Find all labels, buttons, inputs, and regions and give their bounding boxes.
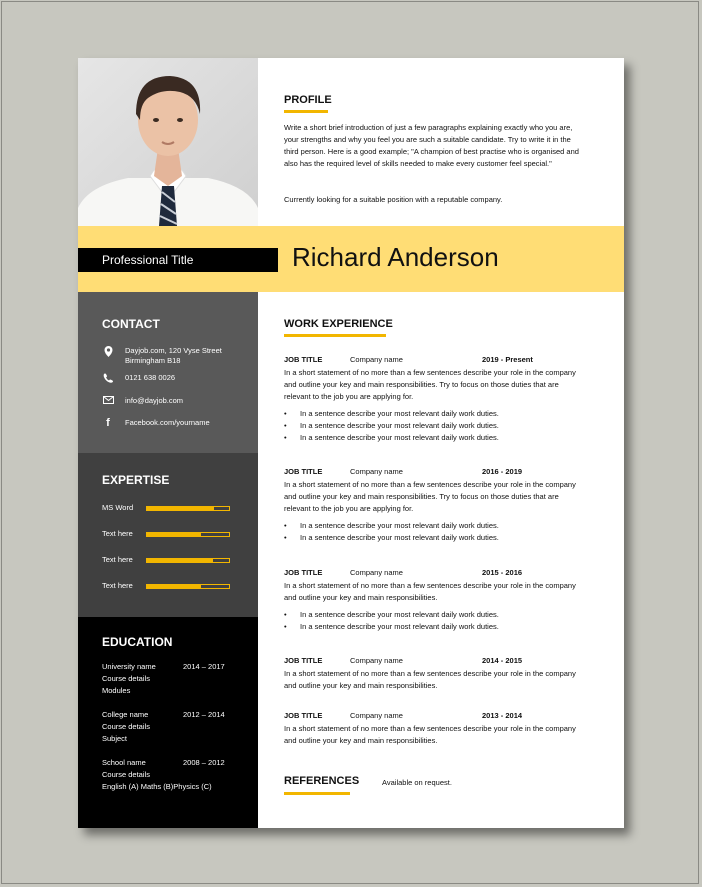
location-pin-icon [102,346,114,359]
course-extra: Modules [102,686,131,695]
skill-label: MS Word [102,503,134,512]
facebook-icon: f [106,417,110,429]
education-heading: EDUCATION [102,635,173,649]
job-duty: • In a sentence describe your most relevant daily work duties. [284,532,584,544]
education-section [78,617,258,828]
course-details: Course details [102,770,150,779]
skill-label: Text here [102,529,133,538]
company-name: Company name [350,467,403,476]
job-dates: 2014 - 2015 [482,656,523,665]
work-experience-underline [284,334,386,337]
job-duty: • In a sentence describe your most relevant daily work duties. [284,621,584,633]
candidate-name: Richard Anderson [292,242,499,272]
job-dates: 2015 - 2016 [482,568,523,577]
job-description: In a short statement of no more than a few sentences describe your role in the company and outline your key and main responsibilities. [284,669,576,690]
institution: University name [102,662,156,671]
contact-section [78,292,258,453]
profile-photo [78,58,258,226]
job-description: In a short statement of no more than a few sentences describe your role in the company and outline your key and main responsibilities. [284,724,576,745]
company-name: Company name [350,568,403,577]
skill-level-bar [146,506,230,511]
company-name: Company name [350,355,403,364]
education-years: 2008 – 2012 [183,758,225,767]
job-title: JOB TITLE [284,711,323,720]
profile-paragraph: Write a short brief introduction of just a few paragraphs explaining exactly who you are, your strengths and why you feel you are such a suitable candidate. Try to write it in the third person. Here is a good example; "A champion of best practise who is organised and also has the required level of skills needed to make every customer feel special." [284,123,579,168]
skill-level-bar [146,558,230,563]
skill-level-bar [146,532,230,537]
facebook-url[interactable]: Facebook.com/yourname [125,418,210,427]
job-dates: 2019 - Present [482,355,533,364]
job-title: JOB TITLE [284,656,323,665]
skill-level-fill [147,507,214,510]
professional-title: Professional Title [102,253,194,267]
education-entry [102,709,225,745]
phone-number: 0121 638 0026 [125,373,176,382]
skill-level-fill [147,585,201,588]
course-extra: English (A) Maths (B)Physics (C) [102,782,212,791]
job-description: In a short statement of no more than a few sentences describe your role in the company and outline your key and main responsibilities. Try to focus on those duties that are relevant to the job you are applying for. [284,480,576,513]
job-dates: 2013 - 2014 [482,711,523,720]
education-entry [102,661,225,697]
job-entry [284,355,584,444]
job-entry [284,711,584,747]
job-duty: • In a sentence describe your most relevant daily work duties. [284,420,584,432]
job-title: JOB TITLE [284,568,323,577]
references-underline [284,792,350,795]
cv-page [78,58,624,828]
expertise-section [78,453,258,617]
email-address[interactable]: info@dayjob.com [125,396,184,405]
skill-label: Text here [102,555,133,564]
job-duty: • In a sentence describe your most relevant daily work duties. [284,432,584,444]
course-details: Course details [102,674,150,683]
course-details: Course details [102,722,150,731]
job-duty: • In a sentence describe your most relevant daily work duties. [284,520,584,532]
professional-title-bar [78,248,278,272]
course-extra: Subject [102,734,128,743]
job-duty: • In a sentence describe your most relevant daily work duties. [284,408,584,420]
envelope-icon [102,396,114,406]
job-description: In a short statement of no more than a few sentences describe your role in the company and outline your key and main responsibilities. Try to focus on those duties that are relevant to the job you are applying for. [284,368,576,401]
profile-underline [284,110,328,113]
job-dates: 2016 - 2019 [482,467,523,476]
job-description: In a short statement of no more than a few sentences describe your role in the company and outline your key and main responsibilities. [284,581,576,602]
job-title: JOB TITLE [284,467,323,476]
job-entry [284,467,584,544]
institution: School name [102,758,146,767]
skill-label: Text here [102,581,133,590]
address-line2: Birmingham B18 [125,356,181,365]
job-entry [284,656,584,692]
contact-heading: CONTACT [102,317,160,331]
skill-level-fill [147,533,201,536]
references-text: Available on request. [382,778,452,787]
expertise-heading: EXPERTISE [102,473,170,487]
education-years: 2014 – 2017 [183,662,225,671]
profile-heading: PROFILE [284,94,332,106]
job-entry [284,568,584,633]
phone-icon [102,373,114,385]
job-title: JOB TITLE [284,355,323,364]
institution: College name [102,710,149,719]
company-name: Company name [350,711,403,720]
education-entry [102,757,225,793]
job-duty: • In a sentence describe your most relevant daily work duties. [284,609,584,621]
address-line1: Dayjob.com, 120 Vyse Street [125,346,222,355]
company-name: Company name [350,656,403,665]
skill-level-fill [147,559,213,562]
profile-paragraph-2: Currently looking for a suitable position with a reputable company. [284,195,503,204]
work-experience-heading: WORK EXPERIENCE [284,318,393,330]
skill-level-bar [146,584,230,589]
references-heading: REFERENCES [284,775,360,787]
education-years: 2012 – 2014 [183,710,225,719]
